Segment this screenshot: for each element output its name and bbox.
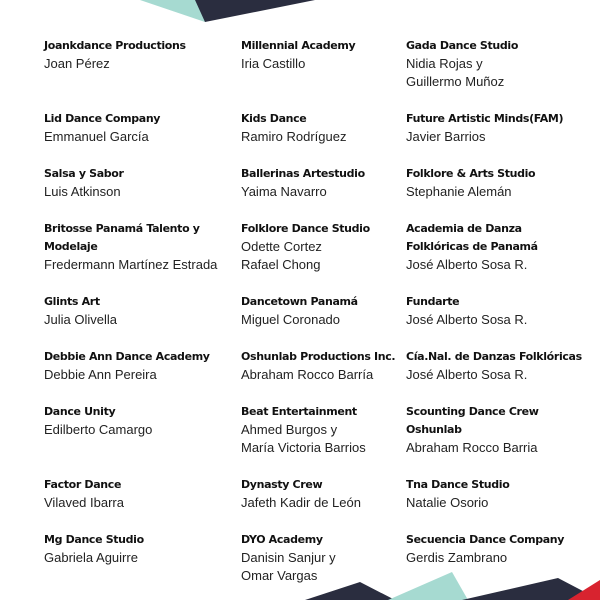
studio-director: Stephanie Alemán [406, 184, 512, 199]
bottom-teal-shape [388, 572, 468, 600]
studio-name: Secuencia Dance Company [406, 533, 565, 546]
studio-director: Luis Atkinson [44, 184, 121, 199]
studio-director: Abraham Rocco Barria [406, 440, 538, 455]
studio-name: Glints Art [44, 295, 100, 308]
studio-director: Jafeth Kadir de León [241, 495, 361, 510]
studio-name: Cía.Nal. de Danzas Folklóricas [406, 350, 582, 363]
studio-director: Gerdis Zambrano [406, 550, 508, 565]
studio-name: Folklore & Arts Studio [406, 167, 536, 180]
studio-name: Dancetown Panamá [241, 295, 358, 308]
studio-entry [44, 348, 210, 384]
studio-entry [241, 348, 395, 384]
studio-director: Nidia Rojas y [406, 56, 483, 71]
studio-director: Guillermo Muñoz [406, 74, 505, 89]
studio-entry [406, 531, 564, 567]
studio-director: Joan Pérez [44, 56, 110, 71]
studio-name: DYO Academy [241, 533, 323, 546]
studio-entry [406, 165, 535, 201]
studio-director: José Alberto Sosa R. [406, 257, 528, 272]
studio-entry [241, 165, 365, 201]
studio-director: Vilaved Ibarra [44, 495, 124, 510]
studio-name: Britosse Panamá Talento y [44, 222, 200, 235]
studio-director: Danisin Sanjur y [241, 550, 336, 565]
studio-entry [241, 37, 355, 73]
studio-name: Future Artistic Minds(FAM) [406, 112, 564, 125]
studio-director: Emmanuel García [44, 129, 149, 144]
studio-director: Javier Barrios [406, 129, 486, 144]
studio-name: Lid Dance Company [44, 112, 161, 125]
studio-entry [241, 476, 361, 512]
studio-name: Gada Dance Studio [406, 39, 519, 52]
studio-director: Rafael Chong [241, 257, 321, 272]
studio-name: Beat Entertainment [241, 405, 357, 418]
studio-director: José Alberto Sosa R. [406, 312, 528, 327]
studio-entry [406, 348, 582, 384]
studio-entry [241, 403, 366, 457]
studio-name: Debbie Ann Dance Academy [44, 350, 210, 363]
studio-name: Dynasty Crew [241, 478, 323, 491]
studio-name: Kids Dance [241, 112, 307, 125]
studio-director: Julia Olivella [44, 312, 117, 327]
studio-entry [44, 403, 152, 439]
studio-name: Tna Dance Studio [406, 478, 510, 491]
studio-director: Edilberto Camargo [44, 422, 153, 437]
studio-director: María Victoria Barrios [241, 440, 366, 455]
studio-name: Millennial Academy [241, 39, 356, 52]
studio-name: Modelaje [44, 240, 98, 253]
studio-entry [44, 220, 217, 274]
studio-entry [406, 293, 527, 329]
studio-name: Scounting Dance Crew [406, 405, 539, 418]
studio-director: José Alberto Sosa R. [406, 367, 528, 382]
studio-director: Omar Vargas [241, 568, 318, 583]
studio-director: Iria Castillo [241, 56, 306, 71]
studio-entry [241, 110, 347, 146]
studio-name: Mg Dance Studio [44, 533, 144, 546]
studio-director: Ahmed Burgos y [241, 422, 338, 437]
studio-director: Fredermann Martínez Estrada [44, 257, 218, 272]
studio-name: Folklóricas de Panamá [406, 240, 538, 253]
studio-name: Ballerinas Artestudio [241, 167, 365, 180]
studio-director: Odette Cortez [241, 239, 322, 254]
studio-entry [44, 37, 186, 73]
studio-director: Ramiro Rodríguez [241, 129, 347, 144]
studio-entry [44, 531, 144, 567]
top-navy-shape [195, 0, 315, 22]
studio-name: Oshunlab Productions Inc. [241, 350, 396, 363]
studio-entry [44, 476, 124, 512]
studio-director: Debbie Ann Pereira [44, 367, 157, 382]
studio-director: Miguel Coronado [241, 312, 341, 327]
studio-name: Oshunlab [406, 423, 462, 436]
studio-entry [406, 110, 563, 146]
studio-name: Fundarte [406, 295, 460, 308]
studio-entry [406, 476, 509, 512]
studio-entry [406, 37, 518, 91]
studio-director: Abraham Rocco Barría [241, 367, 374, 382]
studio-name: Factor Dance [44, 478, 122, 491]
studio-entry [241, 293, 358, 329]
studio-name: Dance Unity [44, 405, 116, 418]
studio-director: Gabriela Aguirre [44, 550, 138, 565]
studio-name: Academia de Danza [406, 222, 522, 235]
studio-entry [241, 531, 336, 585]
studio-director: Yaima Navarro [241, 184, 327, 199]
studio-entry [406, 403, 539, 457]
studio-name: Folklore Dance Studio [241, 222, 370, 235]
studio-director: Natalie Osorio [406, 495, 489, 510]
studio-name: Salsa y Sabor [44, 167, 124, 180]
studio-entry [44, 110, 160, 146]
studio-entry [241, 220, 370, 274]
studio-entry [44, 165, 124, 201]
studio-entry [44, 293, 117, 329]
studio-name: Joankdance Productions [44, 39, 186, 52]
studio-entry [406, 220, 538, 274]
